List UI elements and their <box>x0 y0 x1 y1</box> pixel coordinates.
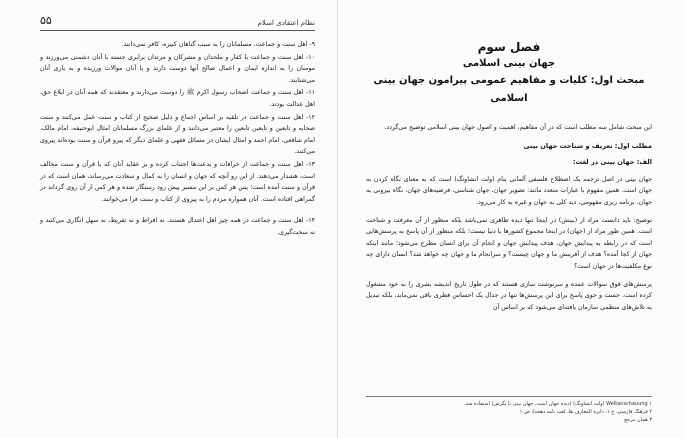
chapter-title: جهان بینی اسلامی <box>462 58 556 69</box>
footnotes <box>366 396 652 424</box>
body-paragraph: جهان بینی در اصل ترجمه یک اصطلاح فلسفی آلمانی بنام (ولت انشاونگ) است که به معنای نگاه کردن به جهان است. همین مفهوم با عبارات متعدد مانند: تصویر جهان، جهان شناسی، فرضیه‌های جهان، نگاه بیرونی به جهان، برنامه ریزی مفهومی، دید کلی به جهان و غیره به کار می‌رود. <box>366 175 652 207</box>
intro-paragraph: این مبحث شامل سه مطلب است که در آن مفاهیم، اهمیت و اصول جهان بینی اسلامی توضیح می‌گردد. <box>384 124 652 131</box>
paragraph-13: ۱۳- اهل سنت و جماعت از خرافات و بدعت‌ها اجتناب کرده و بر عقاید آنان که با قرآن و سنت مخالف است، هشدار می‌دهند. از این رو آنچه که جهان و انسان را به کمال و سعادت می‌رساند، همان است که در قرآن و سنت آمده است؛ پس هر کس بر این مسیر پیش رود رستگار شده و هر کس از آن روی گرداند در گمراهی افتاده است. آنان همواره مردم را به پیروی از کتاب و سنت فرا می‌خوانند. <box>40 160 315 203</box>
paragraph-12: ۱۲- اهل سنت و جماعت در تلقیه بر اساس اجماع و دلیل صحیح از کتاب و سنت عمل می‌کنند و سنت صحابه و تابعین و تابعین تابعین را معتبر می‌دانند و از علمای بزرگ مسلمانان امثال ابوحنیفه، امام مالک، امام شافعی، امام احمد و امثال ایشان در مسائل فقهی و علمای دیگر که پیرو قرآن و سنت بوده‌اند پیروی می‌کنند. <box>40 113 315 156</box>
body-paragraph: توضیح: باید دانست مراد از (بینش) در اینجا تنها دیده ظاهری نمی‌باشد بلکه منظور از آن معرفت و شناخت است. همین طور مراد از (جهان) در اینجا مجموع کشورها یا دنیا نیست؛ بلکه منظور از آن پاسخ به پرسش‌هایی است که در رابطه به پیدایش جهان، هدف پیدایش جهان و انجام آن برای انسان مطرح می‌شود؛ مانند اینکه جهان از کجا آمده؟ هدف از آفرینش ما و جهان چیست؟ و سرانجام ما و جهان چه خواهد شد؟ انسان دارای چه نوع مکلفیت‌ها در جهان است؟ <box>366 216 652 271</box>
subsubsection-heading: الف: جهان بینی در لغت: <box>572 157 652 166</box>
chapter-label: فصل سوم <box>477 40 541 54</box>
section-title: مبحث اول: کلیات و مفاهیم عمومی پیرامون جهان بینی اسلامی <box>373 75 645 104</box>
body-paragraph: پرسش‌های فوق سوالات عمده و سرنوشت سازی هستند که در طول تاریخ اندیشه بشری را به خود مشغول کرده است. جست و جوی پاسخ برای این پرسش‌ها تنها در جدال یک احساس فطری باقی نمی‌ماند، بلکه تبدیل به تلاش‌های منظمی سازمان یافته‌ای می‌شود که بر اساس آن <box>366 280 652 311</box>
paragraph-10: ۱۰- اهل سنت و جماعت با کفار و ملحدان و مشرکان و مرتدان برابری جسته با آنان دشمنی می‌ورزند و مومنان را به اندازه ایمان و اعمال صالح آنها دوست دارند و با آنان موالات ورزیده و به یاری آنان می‌شتابند. <box>40 53 315 84</box>
paragraph-14: ۱۴- اهل سنت و جماعت در همه چیز اهل اعتدال هستند، نه افراط و نه تفریط، نه سهل انگاری می‌کنند و نه سخت‌گیری. <box>40 217 315 236</box>
running-head: نظام اعتقادی اسلام <box>257 19 315 27</box>
chapter-heading <box>366 38 652 108</box>
left-page-body <box>40 39 315 239</box>
footnote: ۱ Weltanschauung (ولت انشاونگ) (دیده جهان است، جهان بینی یا نگرش) استفاده شد. <box>463 401 652 407</box>
paragraph-9: ۹- اهل سنت و جماعت، مسلمانان را به سبب گناهان کبیره، کافر نمی‌دانند. <box>121 41 315 48</box>
right-page <box>340 0 684 438</box>
paragraph-11: ۱۱- اهل سنت و جماعت اصحاب رسول اکرم ﷺ را دوست می‌دارند و معتقدند که همه آنان در ابلاغ حق، اهل عدالت بودند. <box>40 89 315 108</box>
footnote: ۳ همان مرجع <box>624 417 652 423</box>
footnote: ۲ فرهنگ فارسی، ج ۱، دایره المعارف ها، لغت نامه دهخدا، ص ۱ <box>519 409 652 415</box>
page-number: ۵۵ <box>40 14 52 27</box>
page-header <box>40 14 315 31</box>
subsection-heading: مطلب اول: تعریف و شناخت جهان بینی <box>523 141 652 150</box>
left-page <box>0 0 338 438</box>
